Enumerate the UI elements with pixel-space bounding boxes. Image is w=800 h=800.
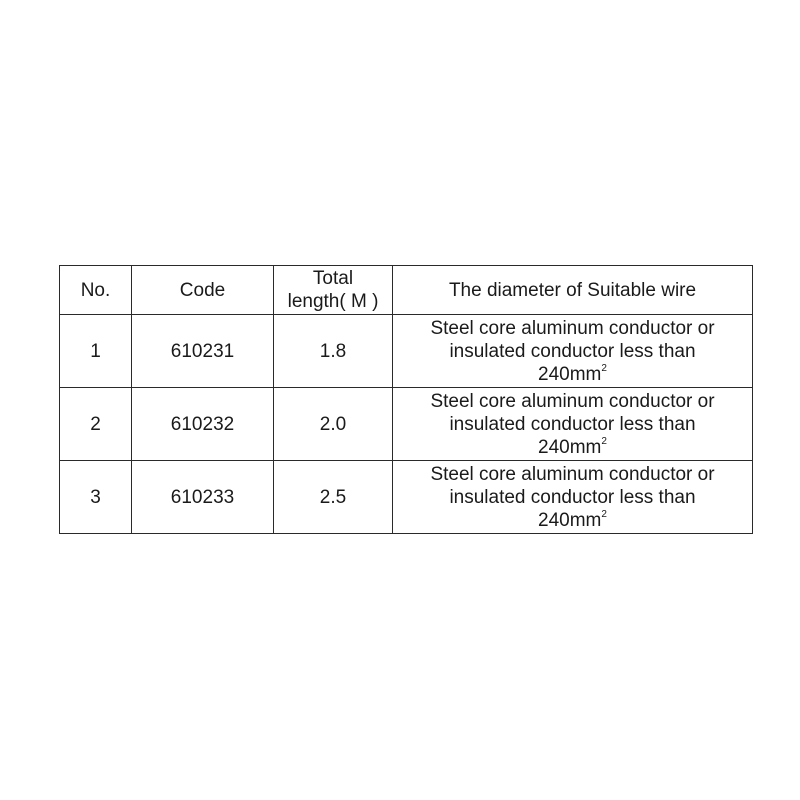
header-no: No. (60, 266, 132, 315)
wire-line-1: Steel core aluminum conductor or (430, 390, 715, 412)
cell-wire (393, 388, 753, 461)
wire-size-superscript: 2 (601, 508, 607, 520)
header-row (60, 266, 753, 315)
wire-line-3 (393, 436, 752, 459)
cell-length: 2.0 (274, 388, 393, 461)
cell-no: 2 (60, 388, 132, 461)
cell-code: 610232 (132, 388, 274, 461)
cell-no: 1 (60, 315, 132, 388)
cell-code: 610233 (132, 461, 274, 534)
table-row (60, 461, 753, 534)
wire-size: 240mm (538, 509, 602, 531)
wire-line-2: insulated conductor less than (449, 486, 696, 508)
wire-line-3 (393, 509, 752, 532)
wire-line-1: Steel core aluminum conductor or (430, 463, 715, 485)
wire-line-3 (393, 363, 752, 386)
table-header (60, 266, 753, 315)
wire-size: 240mm (538, 436, 602, 458)
header-total-length (274, 266, 393, 315)
cell-wire (393, 461, 753, 534)
wire-size: 240mm (538, 363, 602, 385)
header-total-length-line1: Total (312, 268, 354, 289)
header-wire-diameter: The diameter of Suitable wire (393, 266, 753, 315)
table-body (60, 315, 753, 534)
wire-size-superscript: 2 (601, 362, 607, 374)
wire-size-superscript: 2 (601, 435, 607, 447)
header-code: Code (132, 266, 274, 315)
table-row (60, 388, 753, 461)
spec-table (59, 265, 753, 534)
table-row (60, 315, 753, 388)
cell-length: 2.5 (274, 461, 393, 534)
cell-no: 3 (60, 461, 132, 534)
wire-line-1: Steel core aluminum conductor or (430, 317, 715, 339)
cell-code: 610231 (132, 315, 274, 388)
header-total-length-line2: length( M ) (287, 291, 379, 312)
cell-length: 1.8 (274, 315, 393, 388)
wire-line-2: insulated conductor less than (449, 413, 696, 435)
cell-wire (393, 315, 753, 388)
wire-line-2: insulated conductor less than (449, 340, 696, 362)
